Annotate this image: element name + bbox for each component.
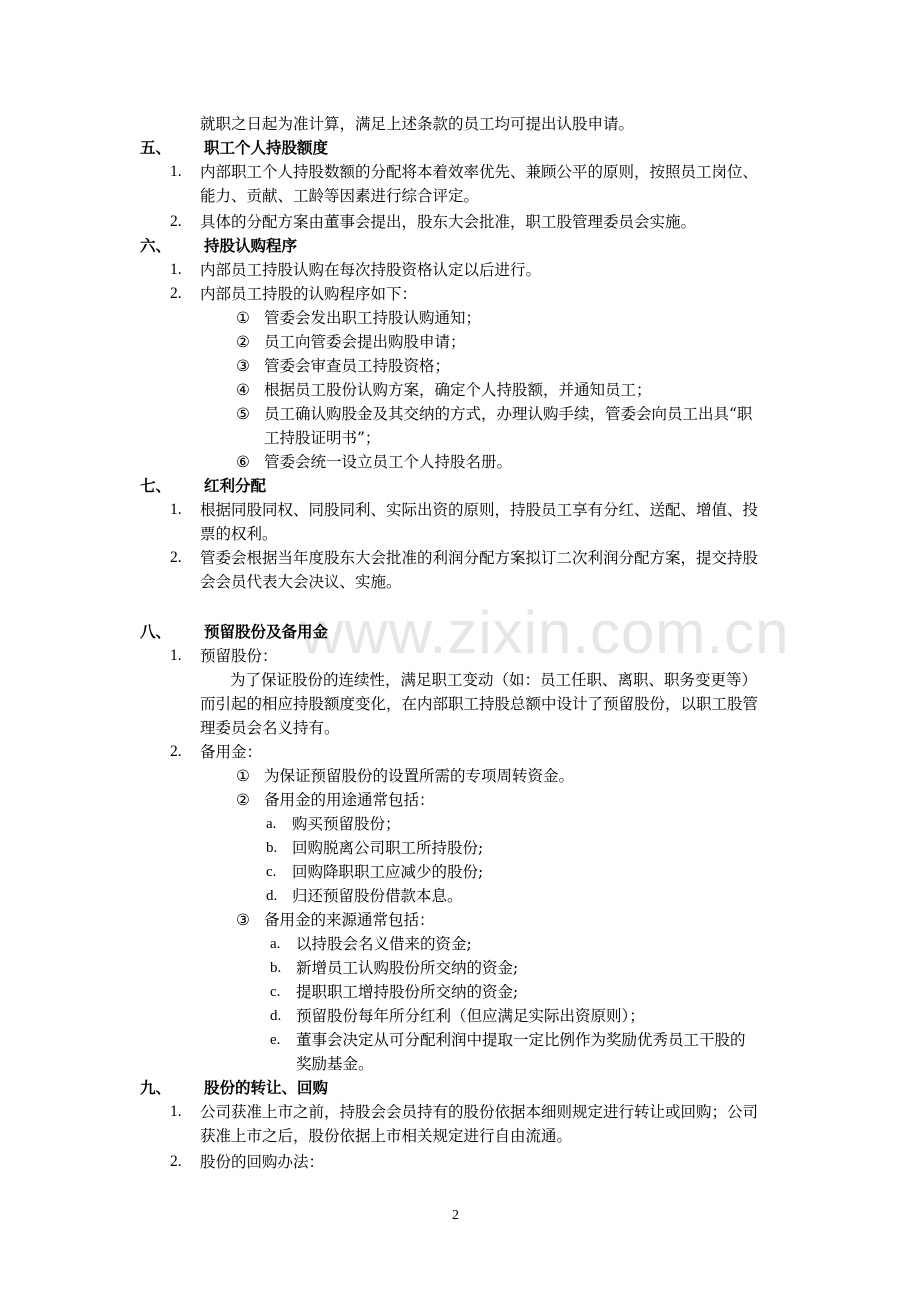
section-number: 八、 <box>140 623 172 641</box>
text-line: 归还预留股份借款本息。 <box>292 887 463 905</box>
page-number: 2 <box>452 1208 459 1223</box>
text-line: 回购脱离公司职工所持股份; <box>292 839 484 857</box>
section-number: 七、 <box>140 477 172 495</box>
text-line: 为了保证股份的连续性，满足职工变动（如：员工任职、离职、职务变更等） <box>230 671 758 689</box>
letter-marker: b. <box>270 960 282 976</box>
text-line: 董事会决定从可分配利润中提取一定比例作为奖励优秀员工干股的 <box>296 1031 746 1049</box>
item-number: 1. <box>170 261 182 278</box>
section-title: 红利分配 <box>204 477 267 495</box>
text-line: 管委会统一设立员工个人持股名册。 <box>264 453 513 471</box>
text-line: 公司获准上市之前，持股会会员持有的股份依据本细则规定进行转让或回购；公司 <box>200 1103 759 1121</box>
circled-number: ⑥ <box>236 453 250 471</box>
item-number: 2. <box>170 549 182 566</box>
text-line: 能力、贡献、工龄等因素进行综合评定。 <box>200 187 480 205</box>
text-line: 就职之日起为准计算，满足上述条款的员工均可提出认股申请。 <box>200 115 635 133</box>
section-title: 职工个人持股额度 <box>204 139 329 157</box>
text-line: 购买预留股份； <box>292 815 401 833</box>
letter-marker: d. <box>266 888 278 904</box>
text-line: 内部员工持股认购在每次持股资格认定以后进行。 <box>200 261 542 279</box>
text-line: 以持股会名义借来的资金; <box>296 935 472 953</box>
letter-marker: a. <box>270 936 281 952</box>
text-line: 具体的分配方案由董事会提出，股东大会批准，职工股管理委员会实施。 <box>200 213 697 231</box>
circled-number: ① <box>236 767 250 785</box>
text-line: 而引起的相应持股额度变化，在内部职工持股总额中设计了预留股份，以职工股管 <box>200 695 759 713</box>
item-number: 1. <box>170 163 182 180</box>
letter-marker: b. <box>266 840 278 856</box>
text-line: 预留股份： <box>200 647 278 665</box>
text-line: 员工确认购股金及其交纳的方式，办理认购手续，管委会向员工出具“职 <box>264 405 753 423</box>
text-line: 管委会审查员工持股资格； <box>264 357 451 375</box>
letter-marker: d. <box>270 1008 282 1024</box>
text-line: 工持股证明书”； <box>264 429 381 447</box>
text-line: 根据员工股份认购方案，确定个人持股额，并通知员工； <box>264 381 652 399</box>
text-line: 备用金： <box>200 743 263 761</box>
text-line: 理委员会名义持有。 <box>200 719 340 737</box>
text-line: 为保证预留股份的设置所需的专项周转资金。 <box>264 767 575 785</box>
text-line: 管委会发出职工持股认购通知； <box>264 309 482 327</box>
text-line: 回购降职职工应减少的股份; <box>292 863 484 881</box>
circled-number: ③ <box>236 357 250 375</box>
text-line: 提职职工增持股份所交纳的资金; <box>296 983 519 1001</box>
letter-marker: c. <box>266 864 277 880</box>
letter-marker: a. <box>266 816 277 832</box>
item-number: 2. <box>170 743 182 760</box>
text-line: 根据同股同权、同股同利、实际出资的原则，持股员工享有分红、送配、增值、投 <box>200 501 759 519</box>
section-number: 五、 <box>140 139 172 157</box>
circled-number: ① <box>236 309 250 327</box>
item-number: 2. <box>170 1153 182 1170</box>
text-line: 预留股份每年所分红利（但应满足实际出资原则）； <box>296 1007 645 1025</box>
circled-number: ③ <box>236 911 250 929</box>
letter-marker: e. <box>270 1032 281 1048</box>
text-line: 员工向管委会提出购股申请； <box>264 333 466 351</box>
section-title: 持股认购程序 <box>204 237 298 255</box>
item-number: 2. <box>170 285 182 302</box>
circled-number: ② <box>236 791 250 809</box>
section-number: 六、 <box>140 237 172 255</box>
text-line: 奖励基金。 <box>296 1055 374 1073</box>
text-line: 股份的回购办法： <box>200 1153 325 1171</box>
text-line: 新增员工认购股份所交纳的资金; <box>296 959 519 977</box>
text-line: 备用金的来源通常包括： <box>264 911 435 929</box>
text-line: 获准上市之后，股份依据上市相关规定进行自由流通。 <box>200 1127 573 1145</box>
circled-number: ② <box>236 333 250 351</box>
text-line: 管委会根据当年度股东大会批准的利润分配方案拟订二次利润分配方案，提交持股 <box>200 549 759 567</box>
text-line: 内部职工个人持股数额的分配将本着效率优先、兼顾公平的原则，按照员工岗位、 <box>200 163 759 181</box>
item-number: 2. <box>170 213 182 230</box>
item-number: 1. <box>170 501 182 518</box>
text-line: 会会员代表大会决议、实施。 <box>200 573 402 591</box>
letter-marker: c. <box>270 984 281 1000</box>
item-number: 1. <box>170 647 182 664</box>
watermark: www.zixin.com.cn <box>300 599 790 666</box>
text-line: 票的权利。 <box>200 525 278 543</box>
circled-number: ⑤ <box>236 405 250 423</box>
item-number: 1. <box>170 1103 182 1120</box>
circled-number: ④ <box>236 381 250 399</box>
text-line: 内部员工持股的认购程序如下： <box>200 285 418 303</box>
section-title: 股份的转让、回购 <box>204 1079 329 1097</box>
text-line: 备用金的用途通常包括： <box>264 791 435 809</box>
section-title: 预留股份及备用金 <box>204 623 329 641</box>
section-number: 九、 <box>140 1079 172 1097</box>
